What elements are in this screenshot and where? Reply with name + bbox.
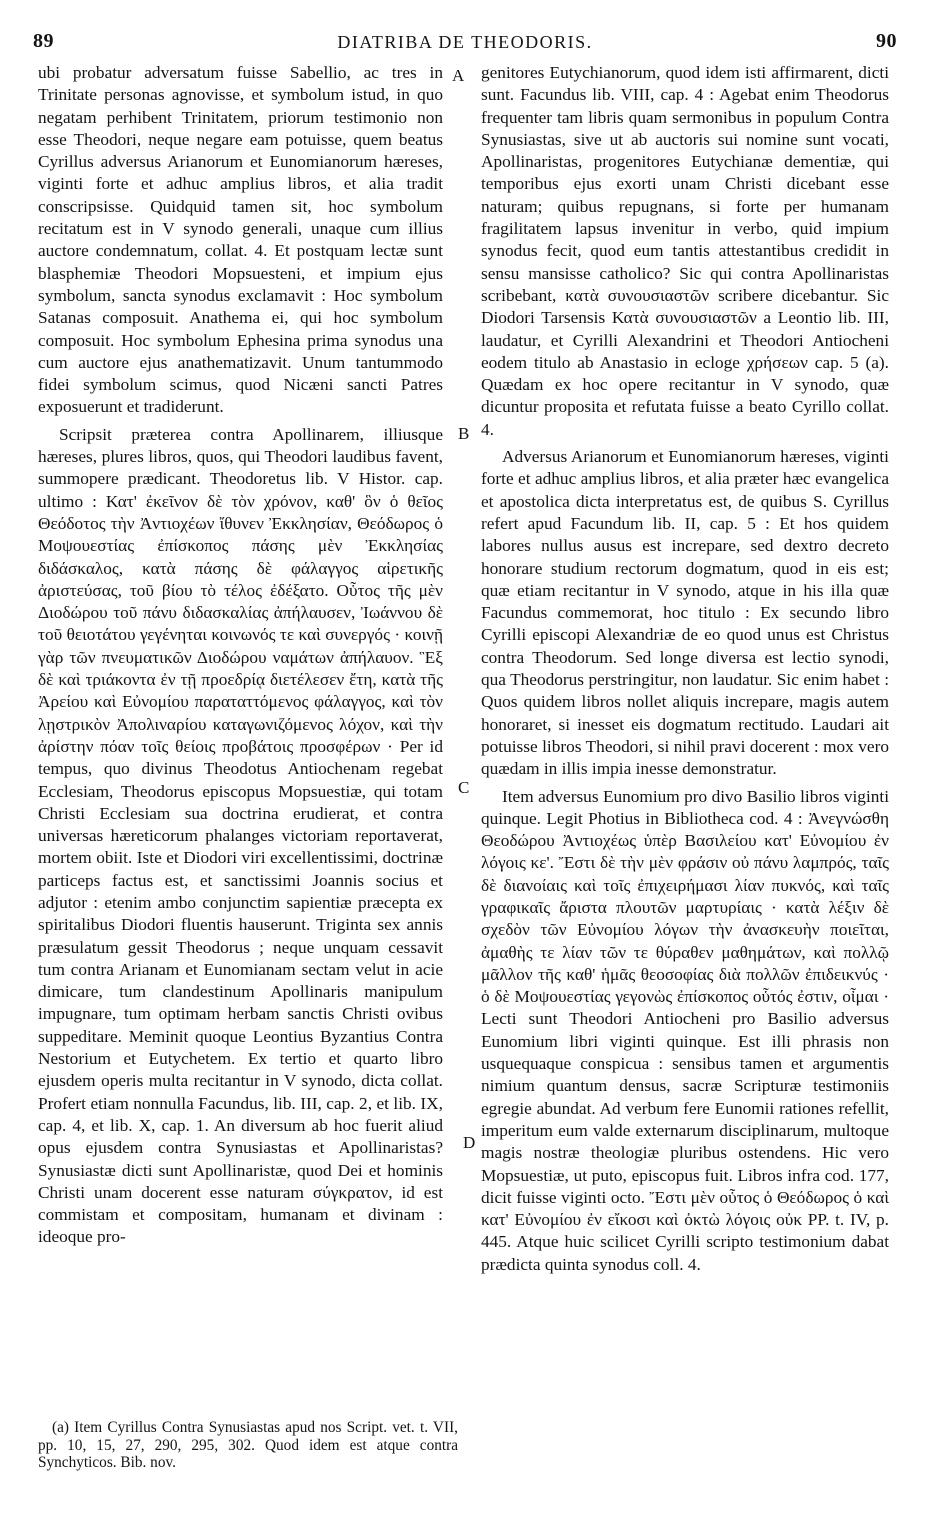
right-paragraph-1: genitores Eutychianorum, quod idem isti affirmarent, dicti sunt. Facundus lib. VIII, cap. 4 : Agebat enim Theodorus frequenter tam libris quam sermonibus in populum Contra Synusiastas, sive ut ab auctoris sui nomine sunt vocati, Apollinaristas, progenitores Eutychianæ dementiæ, qui temporibus ejus exorti unam Christi dicebant esse naturam; quibus repugnans, si forte per humanam fragilitatem lapsus invenitur in verbo, quid impium synodus fecit, quod eum tantis attestantibus credidit in sensu mansisse catholico? Sic qui contra Apollinaristas scribebant, κατὰ συνουσιαστῶν scribere dicebantur. Sic Diodori Tarsensis Κατὰ συνουσιαστῶν a Leontio lib. III, laudatur, et Cyrilli Alexandrini et Theodori Antiocheni eodem titulo ab Anastasio in ecloge χρήσεων cap. 5 (a). Quædam ex hoc opere recitantur in V synodo, quæ dicuntur proposita et refutata fuisse a beato Cyrillo collat. 4. (481, 63, 889, 439)
margin-letter-a: A (452, 66, 465, 85)
right-paragraph-2: Adversus Arianorum et Eunomianorum hæreses, viginti forte et adhuc amplius libros, et alia præter hæc evangelica et apostolica dicta interpretatus est, de quibus S. Cyrillus refert apud Facundum lib. II, cap. 5 : Et hos quidem labores nullus ausus est increpare, sed dextro decreto honorare studium rectorum dogmatum, quod in eis est; quæ etiam recitantur in V synodo, atque in his illa quæ Facundus commemorat, hoc titulo : Ex secundo libro Cyrilli episcopi Alexandriæ de eo quod unus est Christus contra Theodorum. Sed longe diversa est lectio synodi, qua Theodorus perstringitur, non laudatur. Sic enim habet : Quos quidem libros nollet aliquis increpare, magis autem honoraret, si inesset eis dogmatum rectitudo. Laudari ait potuisse libros Theodori, si nihil pravi docerent : mox vero quædam in illis impia inesse demonstratur. (481, 447, 889, 779)
page-header (33, 30, 897, 60)
margin-letter-b: B (458, 424, 470, 443)
footnote-text: (a) Item Cyrillus Contra Synusiastas apud nos Script. vet. t. VII, pp. 10, 15, 27, 290, 295, 302. Quod idem est atque contra Synchyticos. Bib. nov. (38, 1419, 458, 1471)
right-column (481, 62, 889, 1276)
left-paragraph-2: Scripsit præterea contra Apollinarem, illiusque hæreses, plures libros, quos, qui Theodori laudibus favent, summopere prædicant. Theodoretus lib. V Histor. cap. ultimo : Κατ' ἐκεῖνον δὲ τὸν χρόνον, καθ' ὃν ὁ θεῖος Θεόδοτος τὴν Ἀντιοχέων ἴθυνεν Ἐκκλησίαν, Θεόδωρος ὁ Μοψουεστίας ἐπίσκοπος πάσης μὲν Ἐκκλησίας διδάσκαλος, κατὰ πάσης δὲ φάλαγγος αἱρετικῆς ἀριστεύσας, τοῦ βίου τὸ τέλος ἐδέξατο. Οὗτος τῆς μὲν Διοδώρου τοῦ πάνυ διδασκαλίας ἀπήλαυσεν, Ἰωάννου δὲ τοῦ θειοτάτου γεγένηται κοινωνός τε καὶ συνεργός · κοινῇ γὰρ τῶν πνευματικῶν Διοδώρου ναμάτων ἀπήλαυον. Ἓξ δὲ καὶ τριάκοντα ἐν τῇ προεδρίᾳ διετέλεσεν ἔτη, κατὰ τῆς Ἀρείου καὶ Εὐνομίου παραταττόμενος φάλαγγος, καὶ τὸν λῃστρικὸν Ἀπολιναρίου καταγωνιζόμενος λόχον, καὶ τὴν ἀρίστην πόαν τοῖς θείοις προβάτοις προσφέρων · Per id tempus, quo divinus Theodotus Antiochenam regebat Ecclesiam, Theodorus episcopus Mopsuestiæ, qui totam Christi Ecclesiam sua doctrina erudierat, et contra universas hæreticorum phalanges victoriam reportaverat, mortem obiit. Iste et Diodori viri excellentissimi, doctrinæ particeps factus est, et sanctissimi Joannis socius et adjutor : etenim ambo conjunctim sapientiæ præcepta ex spiritalibus Diodori fluentis hauserunt. Triginta sex annis præsulatum gessit Theodorus ; neque unquam cessavit tum contra Arianam et Eunomianam sectam velut in acie dimicare, tum clandestinum Apollinaris manipulum impugnare, tum optimam herbam sanctis Christi ovibus suppeditare. Meminit quoque Leontius Byzantius Contra Nestorium et Eutychetem. Ex tertio et quarto libro ejusdem operis multa recitantur in V synodo, dicta collat. Profert etiam nonnulla Facundus, lib. III, cap. 2, et lib. IX, cap. 4, et lib. X, cap. 1. An diversum ab hoc fuerit aliud opus ejusdem contra Synusiastas et Apollinaristas? Synusiastæ dicti sunt Apollinaristæ, quod Dei et hominis Christi unam docerent esse naturam σύγκρατον, id est commistam et compositam, humanam et divinam : ideoque pro- (38, 424, 443, 1247)
left-paragraph-1: ubi probatur adversatum fuisse Sabellio, ac tres in Trinitate personas agnovisse, et symbolum istud, in quo negatam perhibent Trinitatem, priorum testimonio non esse Theodori, neque negare eam potuisse, quem beatus Cyrillus adversus Arianorum et Eunomianorum hæreses, viginti forte et adhuc amplius libros, et alia tradit conscripsisse. Quidquid tamen sit, hoc symbolum recitatum est in V synodo generali, unaque cum illius auctore condemnatum, collat. 4. Et postquam lectæ sunt blasphemiæ Theodori Mopsuesteni, et impium ejus symbolum, sancta synodus exclamavit : Hoc symbolum Satanas composuit. Anathema ei, qui hoc symbolum composuit. Hoc symbolum Ephesina prima synodus una cum auctore ejus anathematizavit. Unum tantummodo fidei symbolum scimus, quod Nicæni sancti Patres exposuerunt et tradiderunt. (38, 63, 443, 417)
left-column (38, 62, 443, 1249)
footnote (38, 1419, 458, 1472)
running-title: DIATRIBA DE THEODORIS. (337, 32, 593, 52)
page-number-right: 90 (876, 30, 897, 52)
right-paragraph-3: Item adversus Eunomium pro divo Basilio libros viginti quinque. Legit Photius in Bibliotheca cod. 4 : Ἀνεγνώσθη Θεοδώρου Ἀντιοχέως ὑπὲρ Βασιλείου κατ' Εὐνομίου ἐν λόγοις κε'. Ἔστι δὲ τὴν μὲν φράσιν οὐ πάνυ λαμπρός, ταῖς δὲ διανοίαις καὶ τοῖς ἐπιχειρήμασι λίαν πυκνός, καὶ ταῖς γραφικαῖς ἄριστα πλουτῶν μαρτυρίαις · κατὰ λέξιν δὲ σχεδὸν τῶν Εὐνομίου λόγων τὴν ἀνασκευὴν ποιεῖται, ἀμαθὴς τε λίαν τῶν τε θύραθεν μαθημάτων, καὶ πολλῷ μᾶλλον τῆς καθ' ἡμᾶς θεοσοφίας διὰ πολλῶν ἐπιδεικνύς · ὁ δὲ Μοψουεστίας γεγονὼς ἐπίσκοπος οὗτός ἐστιν, οἶμαι · Lecti sunt Theodori Antiocheni pro Basilio adversus Eunomium libri viginti quinque. Est illi phrasis non usquequaque conspicua : sensibus tamen et argumentis nimium quantum densus, sacræ Scripturæ testimoniis egregie abundat. Ad verbum fere Eunomii rationes refellit, imperitum eum valde externarum disciplinarum, multoque magis nostræ theologiæ pluribus ostendens. Hic vero Mopsuestiæ, ut puto, episcopus fuit. Libros infra cod. 177, dicit fuisse viginti octo. Ἔστι μὲν οὗτος ὁ Θεόδωρος ὁ καὶ κατ' Εὐνομίου ἐν εἴκοσι καὶ ὀκτὼ λόγοις οὐκ PP. t. IV, p. 445. Atque huic scilicet Cyrilli scripto testimonium dabat prædicta quinta synodus coll. 4. (481, 786, 889, 1274)
margin-letter-c: C (458, 778, 470, 797)
page-number-left: 89 (33, 30, 54, 52)
margin-letter-d: D (463, 1133, 476, 1152)
